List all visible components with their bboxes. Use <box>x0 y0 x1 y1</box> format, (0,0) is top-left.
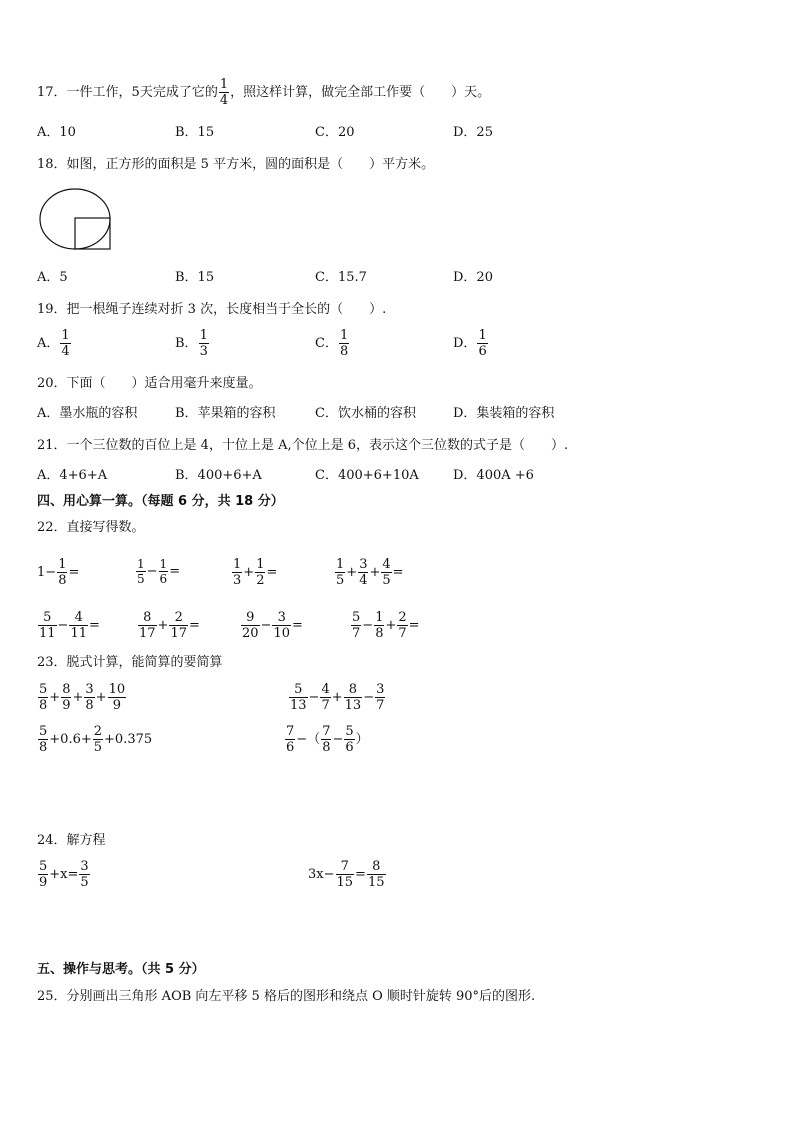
q18-stem: 18．如图，正方形的面积是 5 平方米，圆的面积是（ ）平方米。 <box>37 157 435 172</box>
circle-square-figure <box>38 186 114 252</box>
q19-option-b[interactable]: B． $\frac{1}{3}$ <box>175 328 208 359</box>
q22-title: 22．直接写得数。 <box>37 520 145 535</box>
q19-option-a[interactable]: A． $\frac{1}{4}$ <box>37 328 70 359</box>
q24-equation-2: 3x− $\frac{7}{15}$ = $\frac{8}{15}$ <box>308 859 385 890</box>
q18-option-c[interactable]: C．15.7 <box>315 270 367 285</box>
q23-title: 23．脱式计算，能简算的要简算 <box>37 655 223 670</box>
q25-stem: 25．分别画出三角形 AOB 向左平移 5 格后的图形和绕点 O 顺时针旋转 90°后的图形. <box>37 989 536 1004</box>
q22-expr-4: $\frac{1}{5}$ + $\frac{3}{4}$ + $\frac{4}{5}$ = <box>336 557 404 588</box>
q21-option-a[interactable]: A．4+6+A <box>37 468 108 483</box>
section-4-heading: 四、用心算一算。（每题 6 分，共 18 分） <box>37 494 284 509</box>
q19-option-c[interactable]: C． $\frac{1}{8}$ <box>315 328 349 359</box>
q24-title: 24．解方程 <box>37 833 106 848</box>
section-5-heading: 五、操作与思考。（共 5 分） <box>37 962 205 977</box>
q17-option-c[interactable]: C．20 <box>315 125 355 140</box>
q23-expr-4: $\frac{7}{6}$ −（ $\frac{7}{8}$ − $\frac{5}{6}$ ） <box>286 724 369 755</box>
q18-option-a[interactable]: A．5 <box>37 270 68 285</box>
q21-stem: 21．一个三位数的百位上是 4，十位上是 A,个位上是 6，表示这个三位数的式子是（ ）. <box>37 438 569 453</box>
q20-option-b[interactable]: B．苹果箱的容积 <box>175 406 276 421</box>
q22-expr-6: $\frac{8}{17}$ + $\frac{2}{17}$ = <box>139 610 200 641</box>
q20-option-c[interactable]: C．饮水桶的容积 <box>315 406 416 421</box>
q17-option-a[interactable]: A．10 <box>37 125 76 140</box>
q22-expr-1: 1− $\frac{1}{8}$ = <box>37 557 80 588</box>
q17-fraction: $\frac{1}{4}$ <box>219 77 229 108</box>
q20-option-a[interactable]: A．墨水瓶的容积 <box>37 406 138 421</box>
q21-option-d[interactable]: D．400A +6 <box>453 468 534 483</box>
q23-expr-3: $\frac{5}{8}$ +0.6+ $\frac{2}{5}$ +0.375 <box>39 724 153 755</box>
q22-expr-8: $\frac{5}{7}$ − $\frac{1}{8}$ + $\frac{2}{7}$ = <box>352 610 420 641</box>
q20-option-d[interactable]: D．集装箱的容积 <box>453 406 555 421</box>
q17-stem <box>37 77 490 108</box>
q19-option-d[interactable]: D． $\frac{1}{6}$ <box>453 328 487 359</box>
q23-expr-1: $\frac{5}{8}$ + $\frac{8}{9}$ + $\frac{3}{8}$ + $\frac{10}{9}$ <box>39 682 126 713</box>
q20-stem: 20．下面（ ）适合用毫升来度量。 <box>37 376 262 391</box>
q22-expr-5: $\frac{5}{11}$ − $\frac{4}{11}$ = <box>39 610 100 641</box>
q21-option-c[interactable]: C．400+6+10A <box>315 468 419 483</box>
q19-stem: 19．把一根绳子连续对折 3 次，长度相当于全长的（ ）. <box>37 302 387 317</box>
q21-option-b[interactable]: B．400+6+A <box>175 468 262 483</box>
q17-option-d[interactable]: D．25 <box>453 125 493 140</box>
q18-option-b[interactable]: B．15 <box>175 270 215 285</box>
q22-expr-2: $\frac{1}{5}$ − $\frac{1}{6}$ = <box>137 557 181 586</box>
q18-option-d[interactable]: D．20 <box>453 270 493 285</box>
q17-option-b[interactable]: B．15 <box>175 125 215 140</box>
q17-text-before: 17．一件工作，5天完成了它的 <box>37 85 218 100</box>
q23-expr-2: $\frac{5}{13}$ − $\frac{4}{7}$ + $\frac{8}{13}$ − $\frac{3}{7}$ <box>290 682 385 713</box>
q22-expr-3: $\frac{1}{3}$ + $\frac{1}{2}$ = <box>233 557 278 588</box>
q17-text-after: ，照这样计算，做完全部工作要（ ）天。 <box>230 85 491 100</box>
q24-equation-1: $\frac{5}{9}$ +x= $\frac{3}{5}$ <box>39 859 89 890</box>
q22-expr-7: $\frac{9}{20}$ − $\frac{3}{10}$ = <box>242 610 303 641</box>
